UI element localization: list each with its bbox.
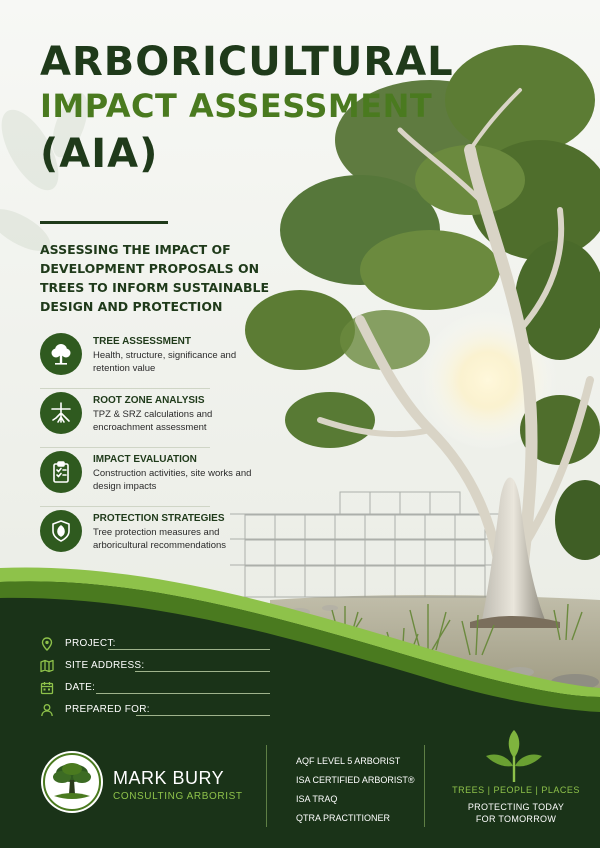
footer-divider-1 bbox=[266, 745, 267, 827]
brand-name: MARK BURY bbox=[113, 768, 225, 788]
person-icon bbox=[40, 703, 54, 717]
project-details-form bbox=[40, 636, 270, 724]
site-address-field bbox=[40, 658, 270, 680]
title-divider bbox=[40, 221, 168, 224]
prepared-for-field bbox=[40, 702, 270, 724]
field-label: SITE ADDRESS: bbox=[65, 660, 145, 671]
date-input-line[interactable] bbox=[96, 693, 270, 694]
calendar-icon bbox=[40, 681, 54, 695]
prepared-for-input-line[interactable] bbox=[136, 715, 270, 716]
feature-description: Construction activities, site works and design impacts bbox=[93, 468, 252, 492]
building-sketch bbox=[220, 492, 500, 597]
feature-description: Tree protection measures and arboricultural recommendations bbox=[93, 527, 227, 551]
map-icon bbox=[40, 659, 54, 673]
credential-item: ISA CERTIFIED ARBORIST® bbox=[296, 775, 415, 785]
title-line-3: (AIA) bbox=[40, 131, 159, 177]
motto-line-2: FOR TOMORROW bbox=[475, 814, 557, 824]
location-pin-icon bbox=[40, 637, 54, 651]
brand-subtitle: CONSULTING ARBORIST bbox=[113, 791, 243, 802]
clipboard-icon bbox=[40, 451, 82, 493]
project-input-line[interactable] bbox=[108, 649, 270, 650]
sprout-icon bbox=[482, 728, 546, 784]
feature-item-impact-evaluation bbox=[40, 448, 252, 507]
field-label: DATE: bbox=[65, 682, 96, 693]
motto bbox=[425, 801, 600, 825]
title-line-1: ARBORICULTURAL bbox=[40, 39, 454, 85]
feature-list bbox=[40, 330, 252, 565]
tagline: TREES | PEOPLE | PLACES bbox=[452, 785, 580, 795]
field-label: PREPARED FOR: bbox=[65, 704, 150, 715]
brand-block bbox=[113, 768, 243, 802]
feature-description: Health, structure, significance and retention value bbox=[93, 350, 237, 374]
document-subtitle: ASSESSING THE IMPACT OF DEVELOPMENT PROPOSALS ON TREES TO INFORM SUSTAINABLE DESIGN AND PROTECTION bbox=[40, 242, 269, 314]
credential-item: ISA TRAQ bbox=[296, 794, 338, 804]
date-field bbox=[40, 680, 270, 702]
feature-item-root-zone bbox=[40, 389, 213, 448]
document-title bbox=[40, 39, 454, 177]
feature-item-protection bbox=[40, 507, 227, 565]
mark-bury-logo bbox=[40, 750, 104, 814]
project-field bbox=[40, 636, 270, 658]
feature-title: PROTECTION STRATEGIES bbox=[93, 513, 225, 524]
feature-title: TREE ASSESSMENT bbox=[93, 336, 191, 347]
credentials-list bbox=[296, 752, 415, 828]
feature-item-tree-assessment bbox=[40, 330, 237, 389]
feature-title: IMPACT EVALUATION bbox=[93, 454, 197, 465]
title-line-2: IMPACT ASSESSMENT bbox=[40, 87, 433, 125]
feature-description: TPZ & SRZ calculations and encroachment assessment bbox=[93, 409, 213, 433]
site-address-input-line[interactable] bbox=[135, 671, 270, 672]
motto-line-1: PROTECTING TODAY bbox=[467, 802, 565, 812]
field-label: PROJECT: bbox=[65, 638, 116, 649]
tree-icon bbox=[40, 333, 82, 375]
credential-item: AQF LEVEL 5 ARBORIST bbox=[296, 756, 401, 766]
credential-item: QTRA PRACTITIONER bbox=[296, 813, 391, 823]
shield-leaf-icon bbox=[40, 510, 82, 552]
roots-icon bbox=[40, 392, 82, 434]
feature-title: ROOT ZONE ANALYSIS bbox=[93, 395, 205, 406]
